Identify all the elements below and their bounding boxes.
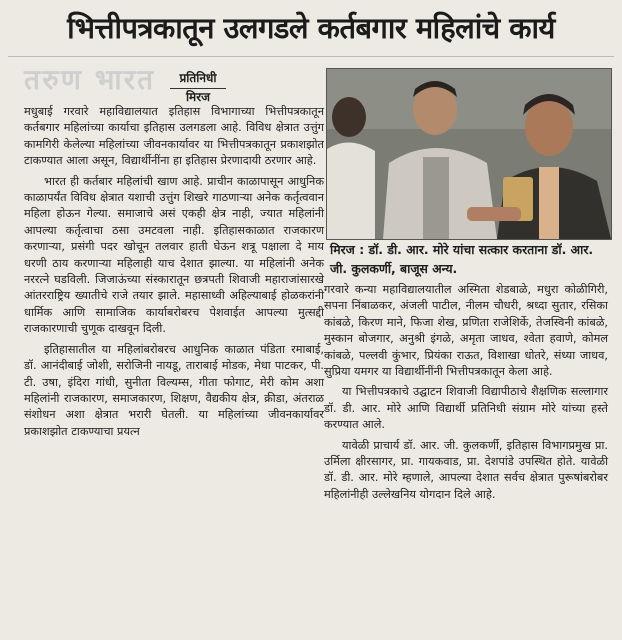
headline: भित्तीपत्रकातून उलगडले कर्तबगार महिलांचे कार्य: [67, 11, 555, 45]
article-paragraph: मधुबाई गरवारे महाविद्यालयात इतिहास विभागाच्या भित्तीपत्रकातून कर्तबगार महिलांच्या कार्याचा इतिहास उलगडला आहे. विविध क्षेत्रात उत्तुंग कामगिरी केलेल्या महिलांच्या जीवनकार्यावर या भित्तीपत्रकातून प्रकाशझोत टाकण्यात आला असून, विद्यार्थीनींना हा इतिहास प्रेरणादायी ठरणार आहे.: [24, 105, 324, 168]
byline-place: मिरज: [185, 90, 211, 104]
headline-divider: [8, 56, 614, 57]
byline-role: प्रतिनिधी: [179, 71, 217, 85]
masthead-watermark: तरुण भारत: [24, 63, 156, 96]
article-right-column: [324, 282, 608, 507]
article-paragraph: यावेळी प्राचार्य डॉ. आर. जी. कुलकर्णी, इतिहास विभागप्रमुख प्रा. उर्मिला क्षीरसागर, प्रा. गायकवाड, प्रा. देशपांडे उपस्थित होते. यावेळी डॉ. डी. आर. मोरे म्हणाले, आपल्या देशात सर्वच क्षेत्रात पुरूषांबरोबर महिलांनीही उल्लेखनिय योगदान दिले आहे.: [324, 438, 608, 501]
article-paragraph: इतिहासातील या महिलांबरोबरच आधुनिक काळात पंडिता रमाबाई, डॉ. आनंदीबाई जोशी, सरोजिनी नायडू, ताराबाई मोडक, मेधा पाटकर, पी. टी. उषा, इंदिरा गांधी, सुनीता विल्यम्स, गीता फोगाट, मेरी कोम अशा महिलांनी राजकारण, समाजकारण, शिक्षण, वैद्यकीय क्षेत्र, क्रीडा, अंतराळ संशोधन अशा क्षेत्रात भरारी घेतली. या महिलांच्या जीवनकार्यावर प्रकाशझोत टाकण्याचा प्रयत्न: [24, 342, 324, 438]
article-paragraph: भारत ही कर्तबार महिलांची खाण आहे. प्राचीन काळापासून आधुनिक काळापर्यंत विविध क्षेत्रात यशाची उत्तुंग शिखरे गाठणाऱ्या अनेक कर्तृत्ववान महिला होऊन गेल्या. समाजाचे असं एकही क्षेत्र नाही, ज्यात महिलांनी आपल्या कर्तृत्वाचा ठसा उमटवला नाही. इतिहासकाळात राजकारण करणाऱ्या, प्रसंगी पदर खोचून तलवार हाती घेऊन शत्रू पक्षाला दे माय धरणी ठाय करणाऱ्या महिलाही याच देशात झाल्या. या महिलांनी अनेक नररत्ने घडविली. जिजाऊंच्या संस्कारातून छत्रपती शिवाजी महाराजांसारखे आंतरराष्ट्रिय ख्यातीचे राजे तयार झाले. महासाध्वी अहिल्याबाई होळकरांनी धार्मिक आणि सामाजिक कार्याबरोबरच पेशवाईत आपल्या मुत्सद्दी राजकारणाची चुणूक दाखवून दिली.: [24, 174, 324, 336]
event-photo-illustration: [327, 69, 611, 239]
event-photo: [326, 68, 612, 240]
photo-caption: मिरज : डॉ. डी. आर. मोरे यांचा सत्कार करताना डॉ. आर. जी. कुलकर्णी, बाजूस अन्य.: [330, 242, 594, 276]
article-paragraph: या भित्तीपत्रकाचे उद्घाटन शिवाजी विद्यापीठाचे शैक्षणिक सल्लागार डॉ. डी. आर. मोरे आणि विद्यार्थी प्रतिनिधी संग्राम मोरे यांच्या हस्ते करण्यात आले.: [324, 385, 608, 432]
article-left-column: [24, 104, 324, 444]
byline: [138, 70, 258, 106]
article-paragraph: गरवारे कन्या महाविद्यालयातील अस्मिता शेडबाळे, मधुरा कोळीगिरी, सपना निंबाळकर, अंजली पाटील, नीलम चौधरी, श्रध्दा सुतार, रसिका कांबळे, किरण माने, फिजा शेख, प्रणिता राजेशिर्के, तेजस्विनी कांबळे, मुस्कान बोजगार, अनुश्री इंगळे, अमृता जाधव, श्वेता हवाणे, कोमल कांबळे, पल्लवी कुंभार, प्रियंका राऊत, विशाखा धोतरे, संध्या जाधव, सुप्रिया यमगर या विद्यार्थीनींनी भित्तीपत्रकातून केला आहे.: [324, 283, 608, 379]
